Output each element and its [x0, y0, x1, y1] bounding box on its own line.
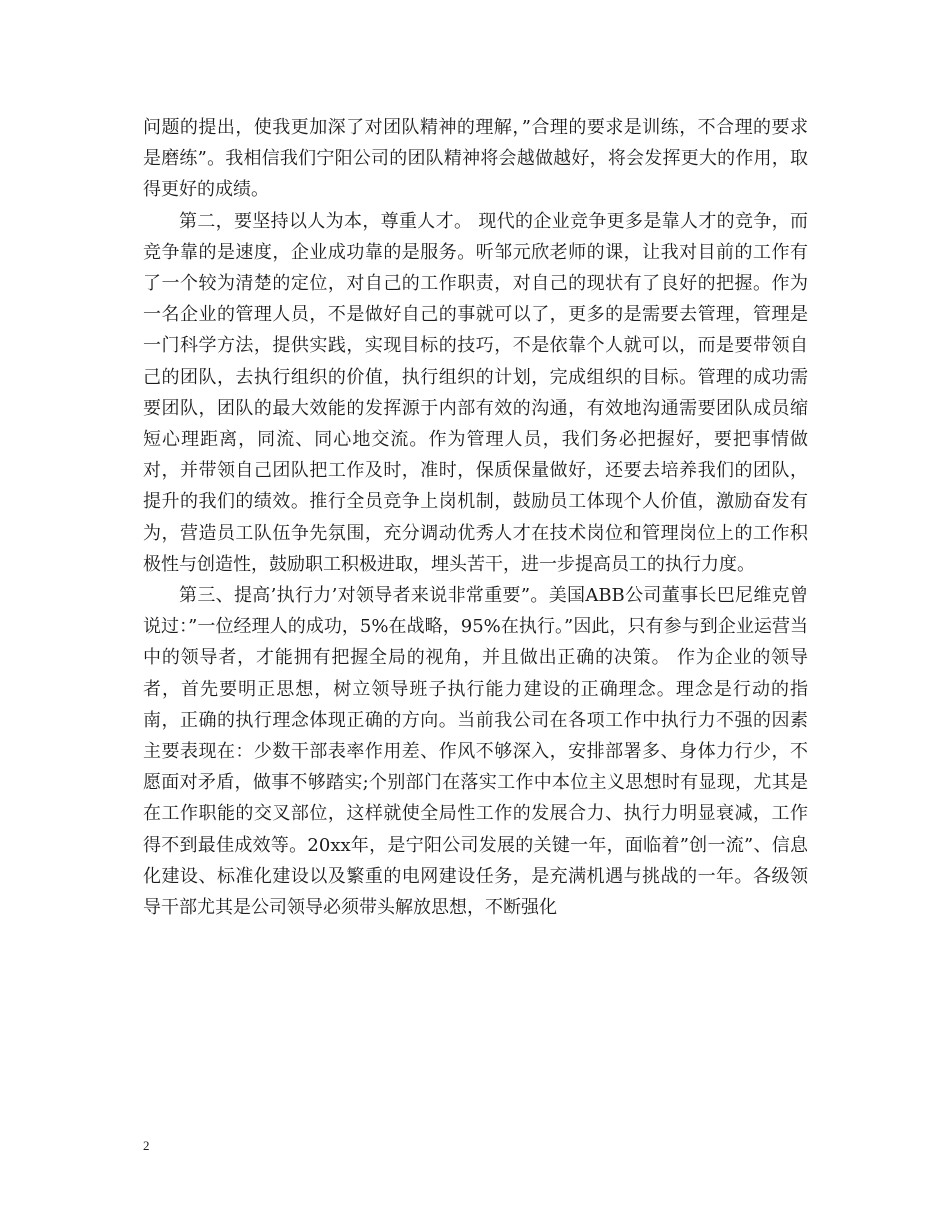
paragraph-continuation: 问题的提出，使我更加深了对团队精神的理解，”合理的要求是训练，不合理的要求是磨练”。我相信我们宁阳公司的团队精神将会越做越好，将会发挥更大的作用，取得更好的成绩。 [143, 117, 808, 201]
paragraph-second-point: 第二，要坚持以人为本，尊重人才。 现代的企业竞争更多是靠人才的竞争，而竞争靠的是速度，企业成功靠的是服务。听邹元欣老师的课，让我对目前的工作有了一个较为清楚的定位，对自己的工作职责，对自己的现状有了良好的把握。作为一名企业的管理人员，不是做好自己的事就可以了，更多的是需要去管理，管理是一门科学方法，提供实践，实现目标的技巧，不是依靠个人就可以，而是要带领自己的团队，去执行组织的价值，执行组织的计划，完成组织的目标。管理的成功需要团队，团队的最大效能的发挥源于内部有效的沟通，有效地沟通需要团队成员缩短心理距离，同流、同心地交流。作为管理人员，我们务必把握好，要把事情做对，并带领自己团队把工作及时，准时，保质保量做好，还要去培养我们的团队，提升的我们的绩效。推行全员竞争上岗机制，鼓励员工体现个人价值，激励奋发有为，营造员工队伍争先氛围，充分调动优秀人才在技术岗位和管理岗位上的工作积极性与创造性，鼓励职工积极进取，埋头苦干，进一步提高员工的执行力度。 [143, 210, 808, 575]
page-number: 2 [143, 1138, 150, 1153]
document-body [143, 112, 808, 923]
paragraph-third-point: 第三、提高’执行力’对领导者来说非常重要”。美国ABB公司董事长巴尼维克曾说过：”一位经理人的成功，5%在战略，95%在执行。”因此，只有参与到企业运营当中的领导者，才能拥有把握全局的视角，并且做出正确的决策。 作为企业的领导者，首先要明正思想，树立领导班子执行能力建设的正确理念。理念是行动的指南，正确的执行理念体现正确的方向。当前我公司在各项工作中执行力不强的因素主要表现在：少数干部表率作用差、作风不够深入，安排部署多、身体力行少，不愿面对矛盾，做事不够踏实;个别部门在落实工作中本位主义思想时有显现，尤其是在工作职能的交叉部位，这样就使全局性工作的发展合力、执行力明显衰减，工作得不到最佳成效等。20xx年，是宁阳公司发展的关键一年，面临着”创一流”、信息化建设、标准化建设以及繁重的电网建设任务，是充满机遇与挑战的一年。各级领导干部尤其是公司领导必须带头解放思想，不断强化 [143, 585, 808, 919]
